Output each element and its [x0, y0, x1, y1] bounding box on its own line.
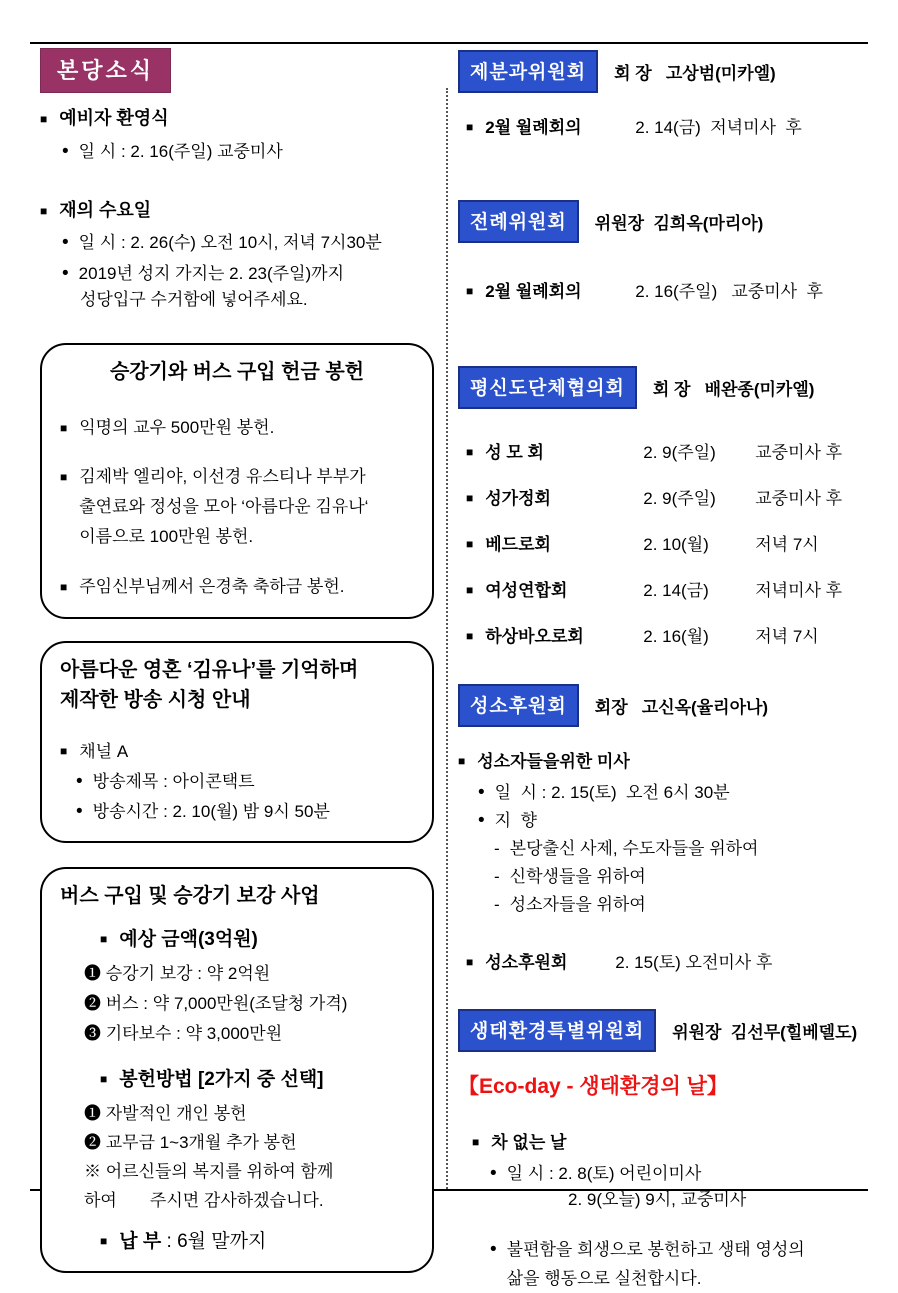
ash-wednesday-palms-cont: 성당입구 수거함에 넣어주세요. [80, 290, 308, 309]
laity-row: ■ 성 모 회 2. 9(주일) 교중미사 후 [458, 439, 872, 468]
column-divider [446, 88, 448, 1189]
eco-committee-chair: 위원장 김선무(힐베델도) [672, 1023, 858, 1042]
dot-bullet-icon [62, 261, 79, 287]
square-bullet-icon [40, 197, 59, 225]
donation-item: ■ 김제박 엘리야, 이선경 유스티나 부부가 출연료와 정성을 모아 ‘아름다운 김유나‘ 이름으로 100만원 봉헌. [60, 462, 414, 552]
laity-council-chair: 회 장 배완종(미카엘) [652, 380, 815, 399]
square-bullet-icon [466, 279, 485, 306]
project-box [40, 867, 434, 1273]
vocation-society-header [458, 684, 872, 727]
right-column [458, 50, 872, 1293]
budget-item: ❷ 버스 : 약 7,000만원(조달청 가격) [84, 994, 348, 1013]
donation-item: ■ 익명의 교우 500만원 봉헌. [60, 415, 414, 442]
laity-council-badge: 평신도단체협의회 [458, 366, 637, 409]
dot-bullet-icon [490, 1235, 507, 1264]
square-bullet-icon [466, 485, 485, 514]
vocation-intention: - 신학생들을 위하여 [458, 864, 872, 890]
finance-committee-badge: 제분과위원회 [458, 50, 598, 93]
laity-row: ■ 여성연합회 2. 14(금) 저녁미사 후 [458, 577, 872, 606]
donation-item: ■ 주임신부님께서 은경축 축하금 봉헌. [60, 574, 414, 601]
ash-wednesday-time: • 일 시 : 2. 26(수) 오전 10시, 저녁 7시30분 [40, 230, 442, 256]
liturgy-committee-header [458, 200, 872, 243]
square-bullet-icon [466, 115, 485, 142]
ash-wednesday-title: ■ 재의 수요일 [40, 197, 442, 225]
finance-committee-chair: 회 장 고상범(미카엘) [614, 64, 776, 83]
deadline-row: ■ 납 부 : 6월 말까지 [60, 1229, 414, 1255]
dash-bullet-icon [494, 892, 510, 918]
broadcast-time-row: • 방송시간 : 2. 10(월) 밤 9시 50분 [60, 799, 414, 825]
liturgy-meeting-row: ■ 2월 월례회의 2. 16(주일) 교중미사 후 [458, 279, 872, 306]
liturgy-committee-chair: 위원장 김희옥(마리아) [594, 214, 764, 233]
laity-row: ■ 베드로회 2. 10(월) 저녁 7시 [458, 531, 872, 560]
finance-committee-header [458, 50, 872, 93]
dot-bullet-icon [62, 139, 79, 165]
eco-committee-header [458, 1009, 872, 1052]
eco-day-title: 【Eco-day - 생태환경의 날】 [458, 1075, 728, 1098]
square-bullet-icon [60, 415, 79, 442]
laity-row: ■ 성가정회 2. 9(주일) 교중미사 후 [458, 485, 872, 514]
broadcast-box-title: 아름다운 영혼 ‘김유나’를 기억하며 제작한 방송 시청 안내 [60, 659, 359, 711]
top-rule [30, 42, 868, 44]
left-column [40, 48, 442, 1273]
square-bullet-icon [100, 1229, 119, 1255]
broadcast-title-row: • 방송제목 : 아이콘택트 [60, 769, 414, 795]
broadcast-box [40, 641, 434, 843]
parish-news-label: 본당소식 [57, 58, 155, 83]
eco-committee-badge: 생태환경특별위원회 [458, 1009, 656, 1052]
square-bullet-icon [100, 1067, 119, 1093]
square-bullet-icon [458, 749, 477, 776]
eco-message: • 불편함을 희생으로 봉헌하고 생태 영성의 삶을 행동으로 실천합시다. [458, 1235, 872, 1293]
no-car-day-title: ■ 차 없는 날 [458, 1130, 872, 1157]
square-bullet-icon [466, 439, 485, 468]
vocation-intention: - 성소자들을 위하여 [458, 892, 872, 918]
dash-bullet-icon [494, 864, 510, 890]
vocation-mass-time: • 일 시 : 2. 15(토) 오전 6시 30분 [458, 780, 872, 806]
dot-bullet-icon [478, 808, 495, 834]
liturgy-committee-badge: 전례위원회 [458, 200, 579, 243]
dot-bullet-icon [490, 1161, 507, 1187]
budget-title: ■ 예상 금액(3억원) [60, 927, 414, 953]
welcome-notice-title: ■ 예비자 환영식 [40, 105, 442, 133]
broadcast-channel: ■ 채널 A [60, 739, 414, 765]
square-bullet-icon [466, 531, 485, 560]
vocation-mass-title: ■ 성소자들을위한 미사 [458, 749, 872, 776]
method-note: ※ 어르신들의 복지를 위하여 함께 [84, 1162, 334, 1181]
laity-council-header [458, 366, 872, 409]
no-car-day-schedule: • 일 시 : 2. 8(토) 어린이미사 [458, 1161, 872, 1187]
dot-bullet-icon [478, 780, 495, 806]
dot-bullet-icon [76, 769, 93, 795]
finance-meeting-row: ■ 2월 월례회의 2. 14(금) 저녁미사 후 [458, 115, 872, 142]
vocation-meeting-row: ■ 성소후원회 2. 15(토) 오전미사 후 [458, 950, 872, 977]
dash-bullet-icon [494, 836, 510, 862]
method-item: ❶ 자발적인 개인 봉헌 [84, 1104, 247, 1123]
budget-item: ❶ 승강기 보강 : 약 2억원 [84, 964, 271, 983]
square-bullet-icon [60, 739, 79, 765]
vocation-intention-title: • 지 향 [458, 808, 872, 834]
welcome-notice-time: • 일 시 : 2. 16(주일) 교중미사 [40, 139, 442, 165]
vocation-intention: - 본당출신 사제, 수도자들을 위하여 [458, 836, 872, 862]
method-note-cont: 하여 주시면 감사하겠습니다. [84, 1191, 324, 1210]
square-bullet-icon [60, 462, 79, 493]
square-bullet-icon [466, 623, 485, 652]
square-bullet-icon [60, 574, 79, 601]
square-bullet-icon [40, 105, 59, 133]
laity-row: ■ 하상바오로회 2. 16(월) 저녁 7시 [458, 623, 872, 652]
no-car-day-schedule-cont: 2. 9(오늘) 9시, 교중미사 [568, 1190, 747, 1209]
square-bullet-icon [466, 577, 485, 606]
vocation-society-badge: 성소후원회 [458, 684, 579, 727]
method-title: ■ 봉헌방법 [2가지 중 선택] [60, 1067, 414, 1093]
project-box-title: 버스 구입 및 승강기 보강 사업 [60, 885, 320, 907]
parish-news-header [40, 48, 171, 93]
budget-item: ❸ 기타보수 : 약 3,000만원 [84, 1024, 283, 1043]
square-bullet-icon [100, 927, 119, 953]
dot-bullet-icon [76, 799, 93, 825]
dot-bullet-icon [62, 230, 79, 256]
vocation-society-chair: 회장 고신옥(율리아나) [594, 698, 769, 717]
square-bullet-icon [466, 950, 485, 977]
square-bullet-icon [472, 1130, 491, 1157]
ash-wednesday-palms: • 2019년 성지 가지는 2. 23(주일)까지 [40, 261, 442, 287]
donation-box-title: 승강기와 버스 구입 헌금 봉헌 [109, 361, 365, 383]
donation-box [40, 343, 434, 619]
method-item: ❷ 교무금 1~3개월 추가 봉헌 [84, 1133, 297, 1152]
